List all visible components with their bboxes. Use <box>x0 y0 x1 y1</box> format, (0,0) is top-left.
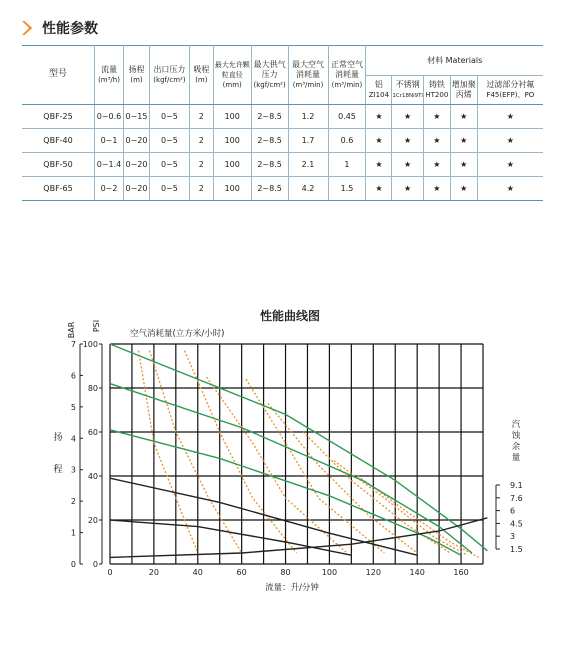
x-tick-label: 160 <box>453 568 469 577</box>
npsh-label-char: 量 <box>511 453 521 463</box>
table-cell: 0~0.6 <box>95 105 124 129</box>
npsh-tick-label: 3 <box>510 532 516 542</box>
table-cell: 2~8.5 <box>251 129 288 153</box>
table-cell: ★ <box>477 129 543 153</box>
bar-tick-label: 3 <box>70 465 76 475</box>
table-cell: ★ <box>477 153 543 177</box>
table-cell: ★ <box>392 105 423 129</box>
bar-tick-label: 6 <box>70 371 76 381</box>
psi-axis-unit: PSI <box>92 319 101 333</box>
table-cell: 4.2 <box>288 177 328 201</box>
performance-curves <box>110 344 487 557</box>
table-cell: 2 <box>189 153 213 177</box>
th-particle: 最大允许颗粒直径 (mm) <box>213 46 251 105</box>
psi-tick-label: 100 <box>82 340 98 349</box>
th-mat-castiron: 铸铁 HT200 <box>423 76 450 105</box>
x-axis-label: 流量：升/分钟 <box>265 583 319 593</box>
table-cell: 0.45 <box>328 105 366 129</box>
table-cell: 0~5 <box>149 153 189 177</box>
table-row <box>22 153 543 177</box>
chart-axes <box>53 340 522 577</box>
table-cell: 0.6 <box>328 129 366 153</box>
table-cell: ★ <box>450 153 477 177</box>
th-max-air: 最大空气消耗量 (m³/min) <box>288 46 328 105</box>
y-axis-label-char: 程 <box>53 465 63 475</box>
x-tick-label: 140 <box>409 568 425 577</box>
table-cell: ★ <box>423 177 450 201</box>
th-supply-pressure: 最大供气压力 (kgf/cm²) <box>251 46 288 105</box>
table-cell: ★ <box>477 177 543 201</box>
npsh-tick-label: 1.5 <box>510 545 523 554</box>
table-cell: ★ <box>450 177 477 201</box>
table-cell: 1.7 <box>288 129 328 153</box>
table-cell: ★ <box>423 129 450 153</box>
th-materials: 材料 Materials <box>366 46 543 76</box>
table-row <box>22 129 543 153</box>
psi-tick-label: 0 <box>92 560 98 569</box>
x-tick-label: 120 <box>365 568 381 577</box>
table-cell: 0~20 <box>124 153 150 177</box>
table-cell: 0~1.4 <box>95 153 124 177</box>
performance-chart <box>0 300 582 600</box>
y-axis-label-char: 扬 <box>53 433 63 443</box>
table-cell: 100 <box>213 129 251 153</box>
section-header <box>22 18 98 38</box>
model-cell: QBF-40 <box>22 129 95 153</box>
table-cell: ★ <box>366 105 392 129</box>
npsh-tick-label: 6 <box>510 506 516 516</box>
table-cell: 100 <box>213 105 251 129</box>
section-title: 性能参数 <box>42 21 98 37</box>
table-cell: 2~8.5 <box>251 105 288 129</box>
npsh-label-char: 汽 <box>511 420 521 430</box>
th-pressure: 出口压力 (kgf/cm²) <box>149 46 189 105</box>
chart-title: 性能曲线图 <box>259 309 321 323</box>
table-cell: 1.5 <box>328 177 366 201</box>
table-cell: ★ <box>450 105 477 129</box>
table-cell: ★ <box>423 105 450 129</box>
th-suction: 吸程 (m) <box>189 46 213 105</box>
npsh-label-char: 余 <box>511 442 521 452</box>
table-cell: 0~5 <box>149 105 189 129</box>
table-cell: ★ <box>450 129 477 153</box>
th-normal-air: 正常空气消耗量 (m³/min) <box>328 46 366 105</box>
table-cell: 0~15 <box>124 105 150 129</box>
spec-table <box>22 45 543 201</box>
table-cell: 0~20 <box>124 129 150 153</box>
table-cell: ★ <box>392 177 423 201</box>
table-cell: 2 <box>189 177 213 201</box>
th-mat-pp: 增加聚 丙烯 <box>450 76 477 105</box>
th-model: 型号 <box>22 46 95 105</box>
psi-tick-label: 40 <box>87 472 98 481</box>
table-cell: 1.2 <box>288 105 328 129</box>
x-tick-label: 20 <box>148 568 159 577</box>
bar-tick-label: 0 <box>70 560 76 569</box>
air-consumption-label: 空气消耗量(立方米/小时) <box>130 329 225 339</box>
table-cell: 100 <box>213 153 251 177</box>
table-cell: ★ <box>392 153 423 177</box>
table-cell: ★ <box>366 177 392 201</box>
bar-tick-label: 5 <box>70 402 76 412</box>
model-cell: QBF-25 <box>22 105 95 129</box>
model-cell: QBF-50 <box>22 153 95 177</box>
x-tick-label: 80 <box>280 568 291 577</box>
table-cell: 0~20 <box>124 177 150 201</box>
psi-tick-label: 60 <box>87 428 98 437</box>
table-cell: 2 <box>189 105 213 129</box>
model-cell: QBF-65 <box>22 177 95 201</box>
table-cell: 0~1 <box>95 129 124 153</box>
table-cell: ★ <box>366 153 392 177</box>
bar-tick-label: 7 <box>70 340 76 349</box>
npsh-label-char: 蚀 <box>511 431 521 441</box>
table-cell: 2 <box>189 129 213 153</box>
table-cell: 2~8.5 <box>251 153 288 177</box>
th-mat-ptfe: 过滤部分衬氟 F45(EFP)、PO <box>477 76 543 105</box>
th-mat-stainless: 不锈钢 1Cr18Ni9Ti <box>392 76 423 105</box>
npsh-tick-label: 4.5 <box>510 519 523 529</box>
x-tick-label: 60 <box>236 568 247 577</box>
th-mat-aluminum: 铝 ZI104 <box>366 76 392 105</box>
x-tick-label: 100 <box>321 568 338 577</box>
table-cell: 100 <box>213 177 251 201</box>
bar-tick-label: 2 <box>70 497 76 507</box>
x-tick-label: 40 <box>192 568 203 577</box>
table-cell: 2~8.5 <box>251 177 288 201</box>
table-cell: 0~5 <box>149 177 189 201</box>
npsh-tick-label: 9.1 <box>510 481 523 490</box>
bar-tick-label: 4 <box>70 434 76 444</box>
table-cell: 1 <box>328 153 366 177</box>
psi-tick-label: 20 <box>87 516 98 525</box>
table-cell: 0~2 <box>95 177 124 201</box>
table-cell: 2.1 <box>288 153 328 177</box>
psi-tick-label: 80 <box>87 384 98 393</box>
table-row <box>22 105 543 129</box>
table-row <box>22 177 543 201</box>
air-consumption-curve <box>246 379 384 553</box>
th-flow: 流量 (m³/h) <box>95 46 124 105</box>
table-cell: 0~5 <box>149 129 189 153</box>
bar-axis-unit: BAR <box>67 321 76 339</box>
table-cell: ★ <box>477 105 543 129</box>
chevron-right-icon <box>22 21 34 35</box>
x-tick-label: 0 <box>107 568 113 577</box>
table-cell: ★ <box>392 129 423 153</box>
table-cell: ★ <box>366 129 392 153</box>
table-cell: ★ <box>423 153 450 177</box>
npsh-tick-label: 7.6 <box>510 493 523 503</box>
bar-tick-label: 1 <box>70 528 76 538</box>
th-head: 扬程 (m) <box>124 46 150 105</box>
